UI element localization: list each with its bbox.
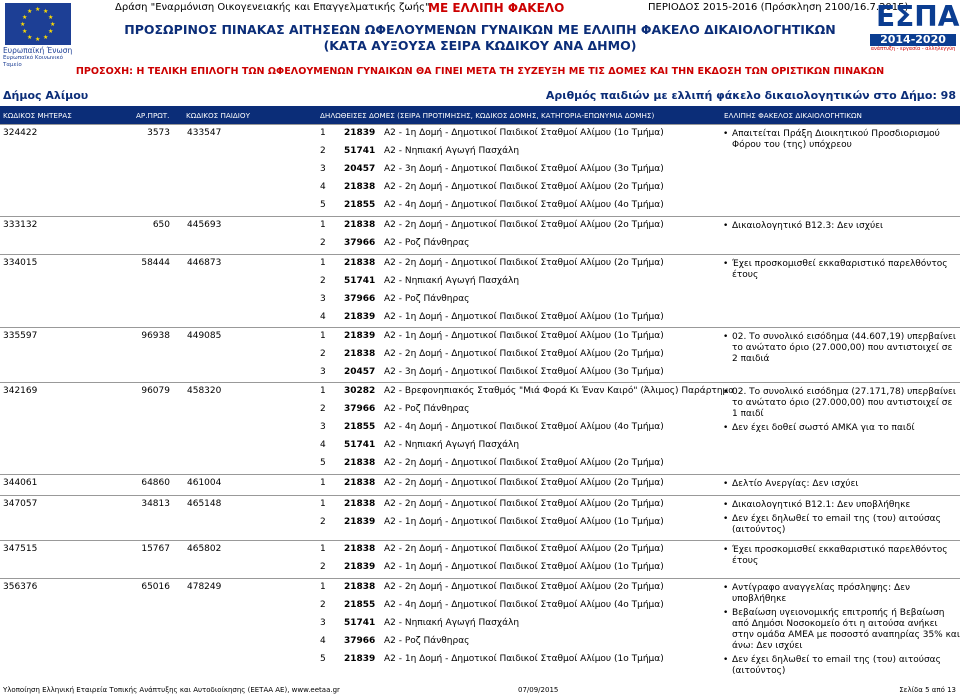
structure-code: 51741 [344, 440, 376, 450]
mother-code: 342169 [3, 386, 38, 396]
col-child: ΚΩΔΙΚΟΣ ΠΑΙΔΙΟΥ [186, 111, 250, 120]
structure-code: 21838 [344, 478, 376, 488]
preference-order: 1 [320, 499, 326, 509]
missing-documents [722, 500, 960, 539]
preference-row [0, 651, 700, 669]
structure-code: 21838 [344, 544, 376, 554]
child-code: 446873 [187, 258, 222, 268]
preference-order: 1 [320, 331, 326, 341]
table-row [0, 382, 960, 474]
municipality-row [0, 88, 960, 105]
preference-row [0, 579, 700, 597]
preference-order: 3 [320, 422, 326, 432]
preference-row [0, 383, 735, 401]
col-mother: ΚΩΔΙΚΟΣ ΜΗΤΕΡΑΣ [3, 111, 72, 120]
preference-row [0, 496, 700, 514]
table-row [0, 474, 960, 495]
col-missing: ΕΛΛΙΠΗΣ ΦΑΚΕΛΟΣ ΔΙΚΑΙΟΛΟΓΗΤΙΚΩΝ [724, 111, 862, 120]
protocol-number: 65016 [141, 582, 170, 592]
espa-years: 2014-2020 [870, 34, 956, 46]
eu-subtext: Ευρωπαϊκό Κοινωνικό Ταμείο [3, 55, 63, 68]
preference-order: 1 [320, 582, 326, 592]
missing-note: • Δικαιολογητικό Β12.3: Δεν ισχύει [722, 221, 960, 232]
preference-order: 2 [320, 517, 326, 527]
preference-row [0, 161, 700, 179]
structure-code: 21838 [344, 349, 376, 359]
child-code: 465802 [187, 544, 222, 554]
preference-order: 1 [320, 220, 326, 230]
preference-order: 2 [320, 600, 326, 610]
preference-row [0, 291, 700, 309]
structure-code: 51741 [344, 146, 376, 156]
missing-note: • Απαιτείται Πράξη Διοικητικού Προσδιορισμού Φόρου του (της) υπόχρεου [722, 129, 960, 151]
preference-order: 4 [320, 312, 326, 322]
preference-row [0, 419, 700, 437]
preference-row [0, 364, 700, 382]
mother-code: 347515 [3, 544, 38, 554]
preference-order: 2 [320, 238, 326, 248]
preference-row [0, 615, 700, 633]
preference-order: 4 [320, 182, 326, 192]
preference-order: 1 [320, 258, 326, 268]
preference-order: 1 [320, 128, 326, 138]
preference-row [0, 633, 700, 651]
structure-code: 21838 [344, 499, 376, 509]
preference-order: 5 [320, 458, 326, 468]
preference-order: 2 [320, 276, 326, 286]
table-row [0, 495, 960, 540]
preference-row [0, 309, 700, 327]
table-row [0, 124, 960, 216]
protocol-number: 64860 [141, 478, 170, 488]
preference-row [0, 559, 700, 577]
preference-order: 4 [320, 636, 326, 646]
preference-order: 3 [320, 618, 326, 628]
missing-documents [722, 221, 960, 235]
structure-name: Α2 - Ροζ Πάνθηρας [384, 636, 470, 646]
missing-note: • 02. Το συνολικό εισόδημα (27.171,78) υπερβαίνει το ανώτατο όριο (27.000,00) που αντιστοιχεί σε 1 παιδί [722, 387, 960, 420]
missing-note: • 02. Το συνολικό εισόδημα (44.607,19) υπερβαίνει το ανώτατο όριο (27.000,00) που αντιστοιχεί σε 2 παιδιά [722, 332, 960, 365]
structure-code: 21838 [344, 220, 376, 230]
missing-note: • Βεβαίωση υγειονομικής επιτροπής ή Βεβαίωση από Δημόσι Νοσοκομείο ότι η αιτούσα ανήκει στην ομάδα ΑΜΕΑ με ποσοστό αναπηρίας 35% και άνω: Δεν ισχύει [722, 608, 960, 652]
preference-row [0, 125, 700, 143]
espa-logo-text: ΕΣΠΑ [876, 0, 960, 33]
missing-note: • Δεν έχει δηλωθεί το email της (του) αιτούσας (αιτούντος) [722, 514, 960, 536]
structure-name: Α2 - 2η Δομή - Δημοτικοί Παιδικοί Σταθμοί Αλίμου (2ο Τμήμα) [384, 182, 664, 192]
structure-name: Α2 - 2η Δομή - Δημοτικοί Παιδικοί Σταθμοί Αλίμου (2ο Τμήμα) [384, 220, 664, 230]
protocol-number: 3573 [147, 128, 170, 138]
structure-name: Α2 - Νηπιακή Αγωγή Πασχάλη [384, 276, 520, 286]
preference-row [0, 541, 700, 559]
preference-row [0, 475, 700, 493]
table-row [0, 578, 960, 676]
structure-name: Α2 - Νηπιακή Αγωγή Πασχάλη [384, 146, 520, 156]
structure-name: Α2 - 2η Δομή - Δημοτικοί Παιδικοί Σταθμοί Αλίμου (2ο Τμήμα) [384, 458, 664, 468]
col-structures: ΔΗΛΩΘΕΙΣΕΣ ΔΟΜΕΣ (ΣΕΙΡΑ ΠΡΟΤΙΜΗΣΗΣ, ΚΩΔΙΚΟΣ ΔΟΜΗΣ, ΚΑΤΗΓΟΡΙΑ-ΕΠΩΝΥΜΙΑ ΔΟΜΗΣ) [320, 111, 655, 120]
structure-code: 51741 [344, 276, 376, 286]
structure-code: 37966 [344, 238, 376, 248]
structure-code: 37966 [344, 294, 376, 304]
page-footer [0, 682, 960, 697]
structure-name: Α2 - 1η Δομή - Δημοτικοί Παιδικοί Σταθμοί Αλίμου (1ο Τμήμα) [384, 331, 664, 341]
protocol-number: 96079 [141, 386, 170, 396]
page-header [0, 0, 960, 88]
page-subtitle: (ΚΑΤΑ ΑΥΞΟΥΣΑ ΣΕΙΡΑ ΚΩΔΙΚΟΥ ΑΝΑ ΔΗΜΟ) [323, 38, 637, 53]
protocol-number: 58444 [141, 258, 170, 268]
child-code: 445693 [187, 220, 222, 230]
structure-name: Α2 - 1η Δομή - Δημοτικοί Παιδικοί Σταθμοί Αλίμου (1ο Τμήμα) [384, 312, 664, 322]
structure-name: Α2 - 2η Δομή - Δημοτικοί Παιδικοί Σταθμοί Αλίμου (2ο Τμήμα) [384, 499, 664, 509]
preference-row [0, 179, 700, 197]
structure-code: 21839 [344, 562, 376, 572]
table-row [0, 216, 960, 254]
child-code: 461004 [187, 478, 222, 488]
structure-name: Α2 - 3η Δομή - Δημοτικοί Παιδικοί Σταθμοί Αλίμου (3ο Τμήμα) [384, 164, 664, 174]
missing-note: • Αντίγραφο αναγγελίας πρόσληψης: Δεν υποβλήθηκε [722, 583, 960, 605]
structure-code: 21838 [344, 458, 376, 468]
missing-documents [722, 259, 960, 284]
preference-order: 5 [320, 654, 326, 664]
protocol-number: 96938 [141, 331, 170, 341]
missing-note: • Δελτίο Ανεργίας: Δεν ισχύει [722, 479, 960, 490]
structure-code: 37966 [344, 404, 376, 414]
preference-row [0, 455, 700, 473]
preference-order: 2 [320, 562, 326, 572]
missing-documents [722, 545, 960, 570]
action-title: Δράση "Εναρμόνιση Οικογενειακής και Επαγγελματικής ζωής" [115, 2, 430, 13]
protocol-number: 650 [152, 220, 170, 230]
structure-name: Α2 - 4η Δομή - Δημοτικοί Παιδικοί Σταθμοί Αλίμου (4ο Τμήμα) [384, 200, 664, 210]
table-header [0, 106, 960, 124]
col-protocol: ΑΡ.ΠΡΩΤ. [136, 111, 170, 120]
missing-note: • Δεν έχει δηλωθεί το email της (του) αιτούσας (αιτούντος) [722, 655, 960, 677]
preference-row [0, 346, 700, 364]
structure-code: 21855 [344, 600, 376, 610]
structure-name: Α2 - Βρεφονηπιακός Σταθμός "Μιά Φορά Κι Έναν Καιρό" (Άλιμος) Παράρτημα [384, 386, 735, 396]
structure-name: Α2 - Νηπιακή Αγωγή Πασχάλη [384, 440, 520, 450]
structure-code: 20457 [344, 164, 376, 174]
preference-row [0, 217, 700, 235]
preference-order: 3 [320, 164, 326, 174]
missing-documents [722, 479, 960, 493]
preference-order: 1 [320, 544, 326, 554]
structure-code: 21839 [344, 312, 376, 322]
preference-order: 3 [320, 367, 326, 377]
warning-text: ΠΡΟΣΟΧΗ: Η ΤΕΛΙΚΗ ΕΠΙΛΟΓΗ ΤΩΝ ΩΦΕΛΟΥΜΕΝΩΝ ΓΥΝΑΙΚΩΝ ΘΑ ΓΙΝΕΙ ΜΕΤΑ ΤΗ ΣΥΖΕΥΞΗ ΜΕ ΤΙΣ ΔΟΜΕΣ ΚΑΙ ΤΗΝ ΕΚΔΟΣΗ ΤΩΝ ΟΡΙΣΤΙΚΩΝ ΠΙΝΑΚΩΝ [75, 66, 885, 77]
structure-code: 37966 [344, 636, 376, 646]
structure-code: 21838 [344, 182, 376, 192]
preference-row [0, 197, 700, 215]
missing-note: • Δεν έχει δοθεί σωστό ΑΜΚΑ για το παιδί [722, 423, 960, 434]
structure-code: 21839 [344, 517, 376, 527]
preference-row [0, 514, 700, 532]
child-code: 478249 [187, 582, 222, 592]
missing-note: • Έχει προσκομισθεί εκκαθαριστικό παρελθόντος έτους [722, 259, 960, 281]
special-label: ΜΕ ΕΛΛΙΠΗ ΦΑΚΕΛΟ [428, 1, 565, 15]
footer-page: Σελίδα 5 από 13 [899, 686, 956, 694]
child-code: 449085 [187, 331, 222, 341]
page-title: ΠΡΟΣΩΡΙΝΟΣ ΠΙΝΑΚΑΣ ΑΙΤΗΣΕΩΝ ΩΦΕΛΟΥΜΕΝΩΝ ΓΥΝΑΙΚΩΝ ΜΕ ΕΛΛΙΠΗ ΦΑΚΕΛΟ ΔΙΚΑΙΟΛΟΓΗΤΙΚΩΝ [124, 22, 836, 37]
preference-row [0, 437, 700, 455]
structure-code: 20457 [344, 367, 376, 377]
structure-name: Α2 - 1η Δομή - Δημοτικοί Παιδικοί Σταθμοί Αλίμου (1ο Τμήμα) [384, 128, 664, 138]
preference-row [0, 255, 700, 273]
mother-code: 335597 [3, 331, 38, 341]
preference-row [0, 235, 700, 253]
structure-name: Α2 - 1η Δομή - Δημοτικοί Παιδικοί Σταθμοί Αλίμου (1ο Τμήμα) [384, 562, 664, 572]
preference-order: 1 [320, 386, 326, 396]
structure-name: Α2 - 2η Δομή - Δημοτικοί Παιδικοί Σταθμοί Αλίμου (2ο Τμήμα) [384, 582, 664, 592]
structure-name: Α2 - Νηπιακή Αγωγή Πασχάλη [384, 618, 520, 628]
mother-code: 344061 [3, 478, 38, 488]
structure-name: Α2 - 2η Δομή - Δημοτικοί Παιδικοί Σταθμοί Αλίμου (2ο Τμήμα) [384, 478, 664, 488]
structure-code: 21855 [344, 200, 376, 210]
structure-name: Α2 - 2η Δομή - Δημοτικοί Παιδικοί Σταθμοί Αλίμου (2ο Τμήμα) [384, 258, 664, 268]
structure-name: Α2 - Ροζ Πάνθηρας [384, 404, 470, 414]
preference-order: 3 [320, 294, 326, 304]
espa-tagline: ανάπτυξη - εργασία - αλληλεγγύη [870, 46, 956, 52]
missing-note: • Δικαιολογητικό Β12.1: Δεν υποβλήθηκε [722, 500, 960, 511]
structure-code: 21855 [344, 422, 376, 432]
mother-code: 356376 [3, 582, 38, 592]
missing-documents [722, 387, 960, 437]
missing-documents [722, 583, 960, 680]
child-code: 458320 [187, 386, 222, 396]
preference-row [0, 597, 700, 615]
structure-name: Α2 - 4η Δομή - Δημοτικοί Παιδικοί Σταθμοί Αλίμου (4ο Τμήμα) [384, 422, 664, 432]
children-count: Αριθμός παιδιών με ελλιπή φάκελο δικαιολογητικών στο Δήμο: 98 [545, 89, 956, 102]
mother-code: 347057 [3, 499, 38, 509]
preference-row [0, 328, 700, 346]
applications-table [0, 124, 960, 676]
structure-code: 30282 [344, 386, 376, 396]
child-code: 465148 [187, 499, 222, 509]
mother-code: 324422 [3, 128, 38, 138]
structure-code: 21838 [344, 258, 376, 268]
missing-documents [722, 129, 960, 154]
preference-row [0, 143, 700, 161]
mother-code: 334015 [3, 258, 38, 268]
preference-row [0, 273, 700, 291]
footer-date: 07/09/2015 [518, 686, 559, 694]
preference-order: 4 [320, 440, 326, 450]
protocol-number: 15767 [141, 544, 170, 554]
preference-order: 5 [320, 200, 326, 210]
table-row [0, 327, 960, 382]
eu-flag-icon: ★ ★ ★ ★ ★ ★ ★ ★ ★ ★ ★ ★ [5, 3, 71, 45]
preference-order: 2 [320, 404, 326, 414]
municipality-name: Δήμος Αλίμου [3, 89, 89, 102]
structure-code: 51741 [344, 618, 376, 628]
structure-name: Α2 - 2η Δομή - Δημοτικοί Παιδικοί Σταθμοί Αλίμου (2ο Τμήμα) [384, 544, 664, 554]
structure-code: 21839 [344, 331, 376, 341]
table-row [0, 254, 960, 327]
mother-code: 333132 [3, 220, 38, 230]
structure-name: Α2 - 1η Δομή - Δημοτικοί Παιδικοί Σταθμοί Αλίμου (1ο Τμήμα) [384, 654, 664, 664]
structure-code: 21839 [344, 128, 376, 138]
table-row [0, 540, 960, 578]
child-code: 433547 [187, 128, 222, 138]
preference-row [0, 401, 700, 419]
structure-name: Α2 - 3η Δομή - Δημοτικοί Παιδικοί Σταθμοί Αλίμου (3ο Τμήμα) [384, 367, 664, 377]
structure-code: 21839 [344, 654, 376, 664]
structure-name: Α2 - Ροζ Πάνθηρας [384, 238, 470, 248]
missing-note: • Έχει προσκομισθεί εκκαθαριστικό παρελθόντος έτους [722, 545, 960, 567]
preference-order: 1 [320, 478, 326, 488]
structure-name: Α2 - Ροζ Πάνθηρας [384, 294, 470, 304]
period-label: ΠΕΡΙΟΔΟΣ 2015-2016 (Πρόσκληση 2100/16.7.2015) [648, 2, 909, 13]
structure-name: Α2 - 4η Δομή - Δημοτικοί Παιδικοί Σταθμοί Αλίμου (4ο Τμήμα) [384, 600, 664, 610]
eu-text: Ευρωπαϊκή Ένωση [3, 46, 73, 55]
protocol-number: 34813 [141, 499, 170, 509]
structure-name: Α2 - 1η Δομή - Δημοτικοί Παιδικοί Σταθμοί Αλίμου (1ο Τμήμα) [384, 517, 664, 527]
preference-order: 2 [320, 146, 326, 156]
structure-code: 21838 [344, 582, 376, 592]
missing-documents [722, 332, 960, 368]
footer-org: Υλοποίηση Ελληνική Εταιρεία Τοπικής Ανάπτυξης και Αυτοδιοίκησης (ΕΕΤΑΑ ΑΕ), www.eetaa.gr [3, 686, 340, 694]
structure-name: Α2 - 2η Δομή - Δημοτικοί Παιδικοί Σταθμοί Αλίμου (2ο Τμήμα) [384, 349, 664, 359]
preference-order: 2 [320, 349, 326, 359]
